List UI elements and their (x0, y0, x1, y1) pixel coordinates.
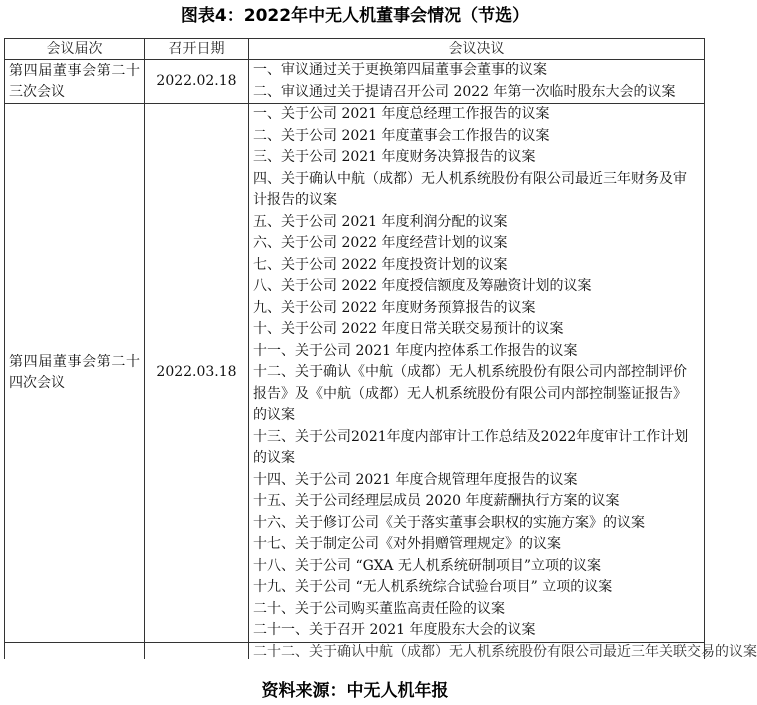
truncated-resolution: 二十二、关于确认中航（成都）无人机系统股份有限公司最近三年关联交易的议案 (253, 643, 757, 660)
resolution-item: 十一、关于公司 2021 年度内控体系工作报告的议案 (253, 342, 578, 359)
resolution-item: 十五、关于公司经理层成员 2020 年度薪酬执行方案的议案 (253, 493, 620, 509)
resolution-item: 十九、关于公司 “无人机系统综合试验台项目” 立项的议案 (253, 579, 613, 595)
resolution-item: 二十一、关于召开 2021 年度股东大会的议案 (253, 622, 536, 638)
table-header-row (5, 39, 705, 60)
resolution-item: 二、审议通过关于提请召开公司 2022 年第一次临时股东大会的议案 (253, 83, 676, 100)
header-date: 召开日期 (145, 39, 249, 60)
table-row (5, 104, 705, 643)
table-row (5, 60, 705, 104)
resolution-item: 十四、关于公司 2021 年度合规管理年度报告的议案 (253, 471, 578, 488)
header-resolutions: 会议决议 (249, 39, 705, 60)
resolution-item: 一、关于公司 2021 年度总经理工作报告的议案 (253, 106, 550, 122)
resolution-item: 一、审议通过关于更换第四届董事会董事的议案 (253, 62, 547, 78)
resolution-item: 五、关于公司 2021 年度利润分配的议案 (253, 213, 508, 230)
resolution-item: 二十、关于公司购买董监高责任险的议案 (253, 600, 505, 617)
header-session: 会议届次 (5, 39, 145, 60)
resolution-item: 十二、关于确认《中航（成都）无人机系统股份有限公司内部控制评价报告》及《中航（成都）无人机系统股份有限公司内部控制鉴证报告》的议案 (253, 364, 687, 423)
resolutions-cell (249, 104, 705, 643)
resolution-item: 十六、关于修订公司《关于落实董事会职权的实施方案》的议案 (253, 514, 645, 531)
resolution-item: 二、关于公司 2021 年度董事会工作报告的议案 (253, 127, 550, 144)
date-cell: 2022.03.18 (145, 104, 249, 643)
source-note: 资料来源：中无人机年报 (0, 680, 710, 702)
resolution-item: 六、关于公司 2022 年度经营计划的议案 (253, 235, 508, 251)
resolution-item: 十七、关于制定公司《对外捐赠管理规定》的议案 (253, 536, 561, 552)
resolution-item: 十、关于公司 2022 年度日常关联交易预计的议案 (253, 321, 564, 337)
session-cell: 第四届董事会第二十三次会议 (5, 60, 145, 104)
resolution-item: 十三、关于公司2021年度内部审计工作总结及2022年度审计工作计划的议案 (253, 428, 689, 466)
resolution-item: 九、关于公司 2022 年度财务预算报告的议案 (253, 299, 536, 316)
resolution-item: 三、关于公司 2021 年度财务决算报告的议案 (253, 149, 536, 165)
resolution-item: 七、关于公司 2022 年度投资计划的议案 (253, 256, 508, 273)
date-cell: 2022.02.18 (145, 60, 249, 104)
session-cell: 第四届董事会第二十四次会议 (5, 104, 145, 643)
resolution-item: 十八、关于公司 “GXA 无人机系统研制项目”立项的议案 (253, 557, 601, 574)
resolution-item: 八、关于公司 2022 年度授信额度及筹融资计划的议案 (253, 278, 592, 294)
truncated-row (5, 642, 705, 659)
resolutions-cell (249, 60, 705, 104)
board-meetings-table (4, 38, 757, 660)
figure-title: 图表4：2022年中无人机董事会情况（节选） (180, 6, 530, 26)
resolution-item: 四、关于确认中航（成都）无人机系统股份有限公司最近三年财务及审计报告的议案 (253, 170, 687, 208)
